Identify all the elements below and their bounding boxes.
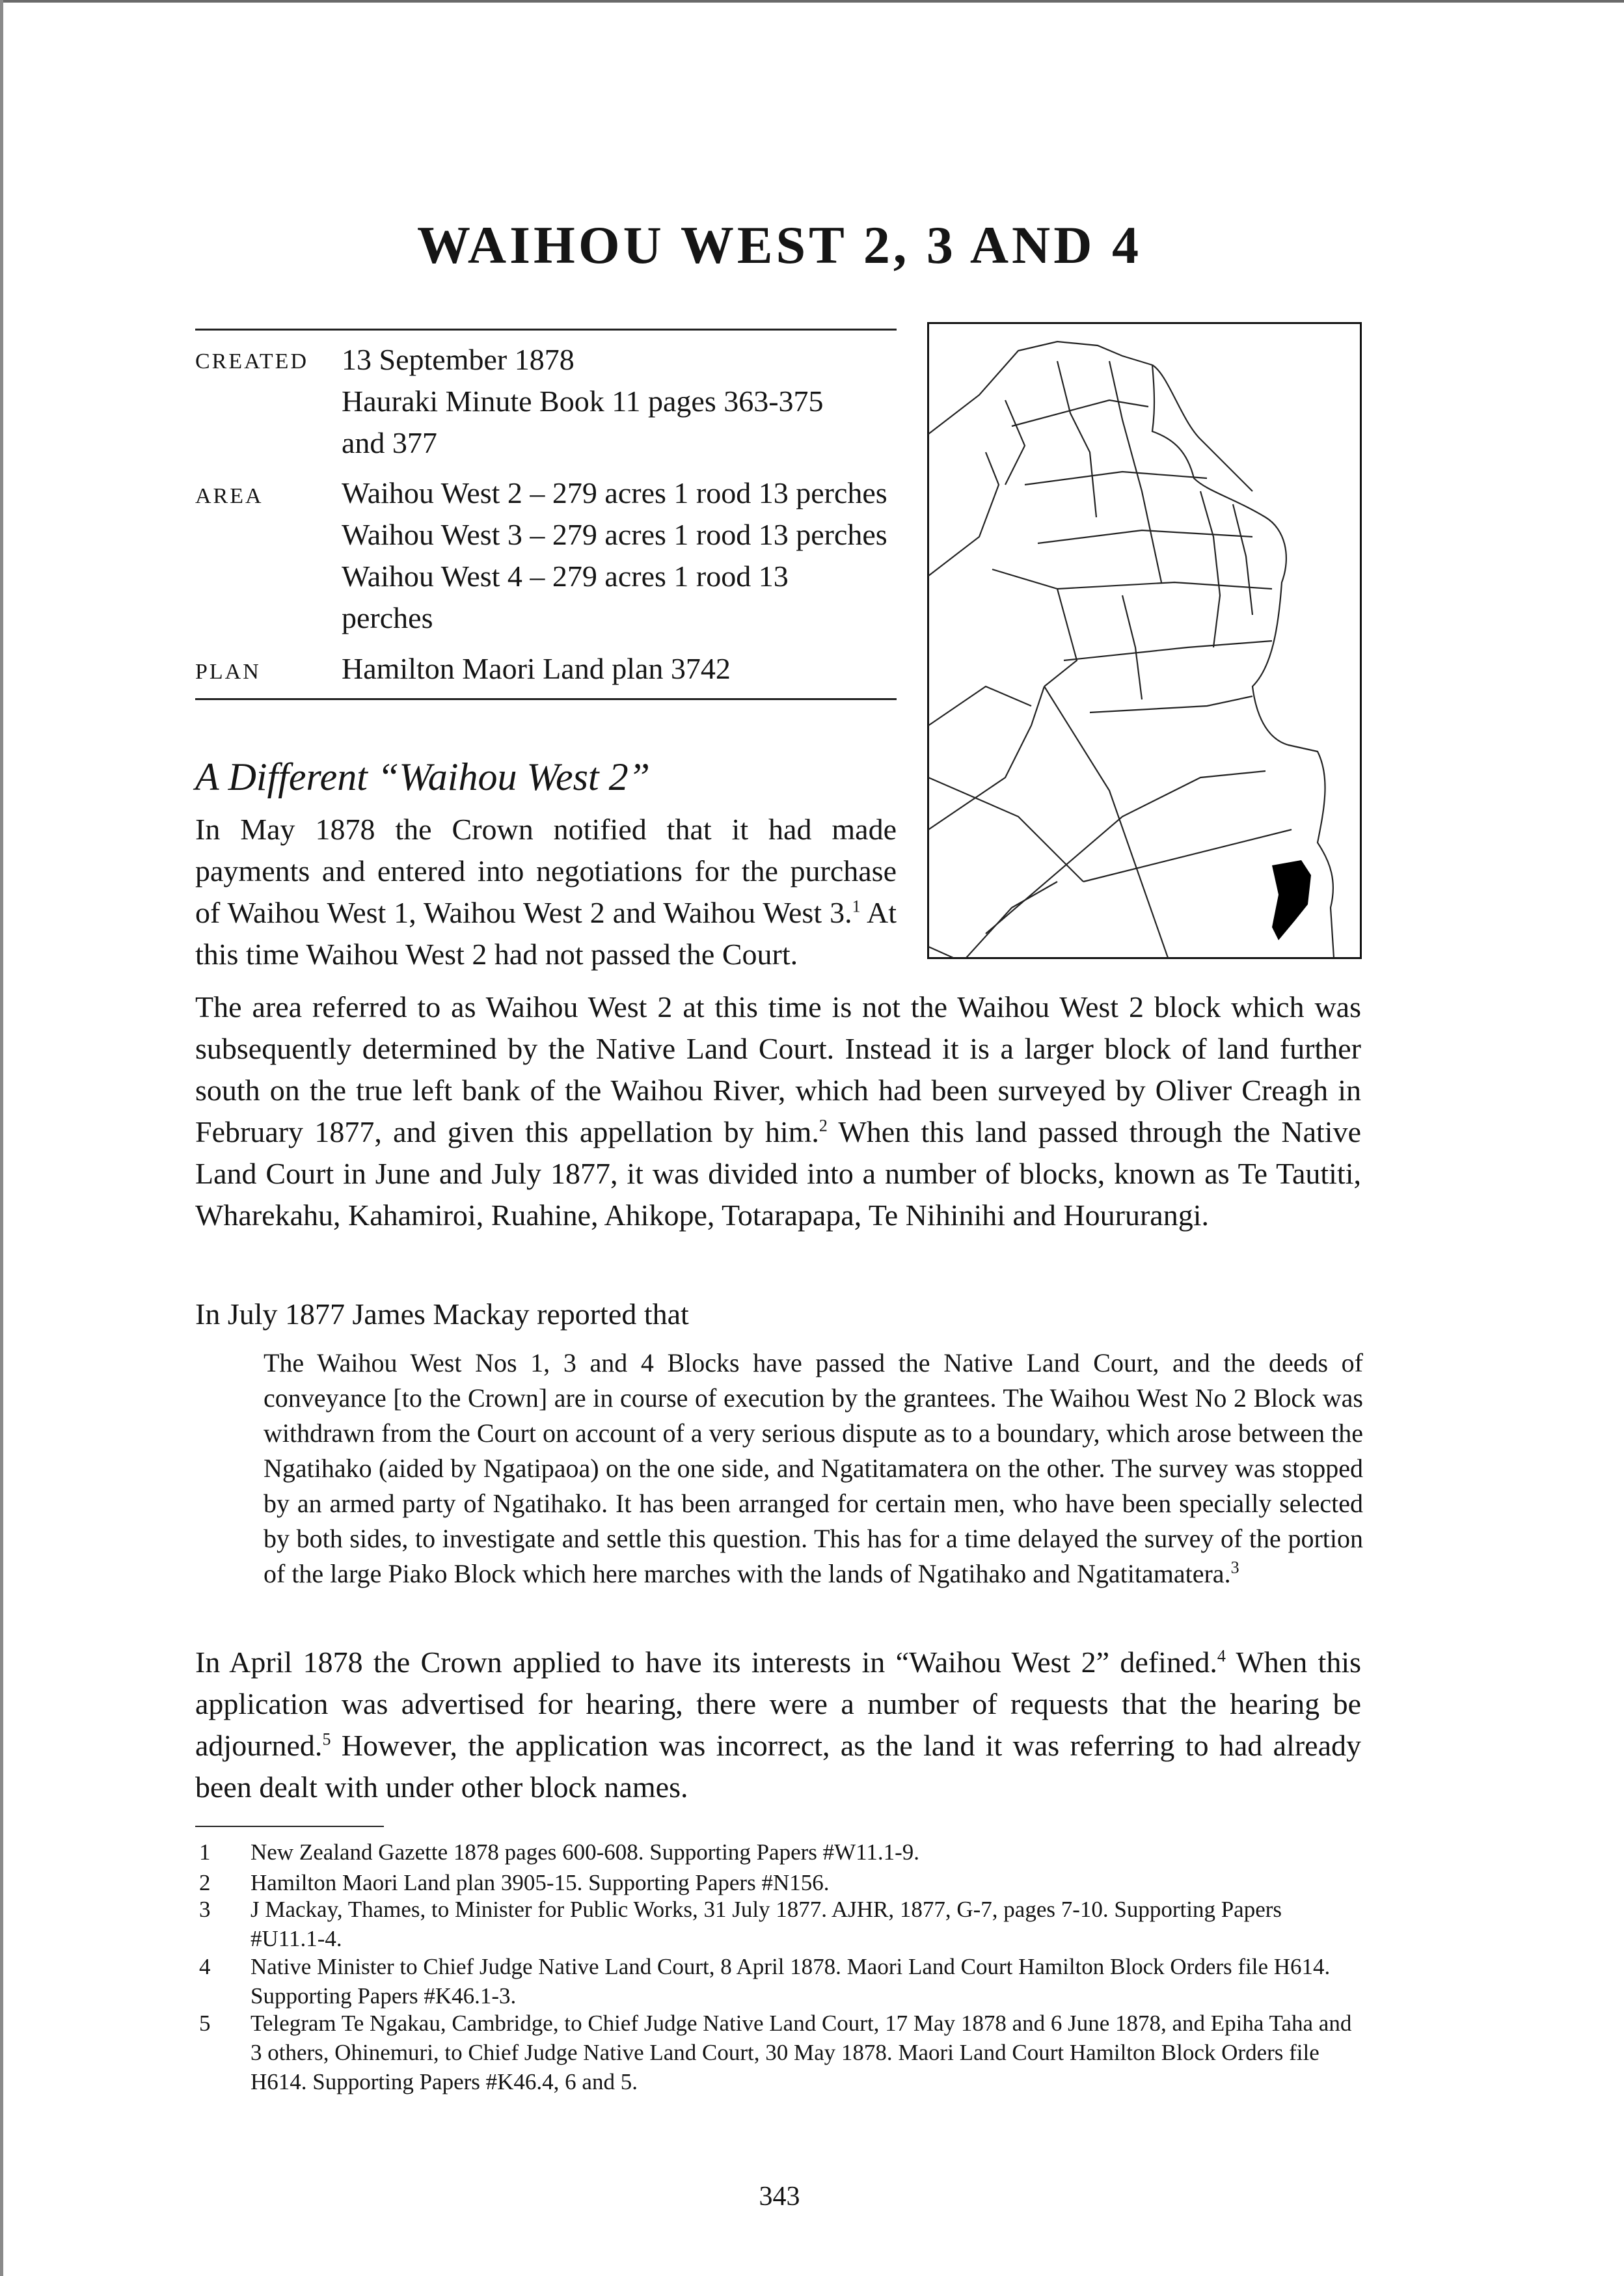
page-title: WAIHOU WEST 2, 3 AND 4 bbox=[417, 215, 1142, 275]
created-label: CREATED bbox=[195, 349, 308, 373]
paragraph-4-text-b: When this application was advertised for hearing, there were a number of requests that the hearing be adjourned. bbox=[195, 1646, 1361, 1762]
section-heading: A Different “Waihou West 2” bbox=[195, 755, 650, 798]
area-line-2: Waihou West 3 – 279 acres 1 rood 13 perches bbox=[342, 518, 887, 551]
block-quote bbox=[264, 1346, 1363, 1592]
created-line-3: and 377 bbox=[342, 426, 437, 459]
area-line-1: Waihou West 2 – 279 acres 1 rood 13 perches bbox=[342, 476, 887, 509]
footnote-text: Hamilton Maori Land plan 3905-15. Supporting Papers #N156. bbox=[250, 1870, 830, 1895]
footnote-number: 3 bbox=[199, 1897, 211, 1922]
footnote-number: 2 bbox=[199, 1870, 211, 1895]
page-top-edge bbox=[0, 0, 1624, 3]
paragraph-2-tail: When this land passed through the Native Land Court in June and July 1877, it was divided into a number of blocks, known as Te Tautiti, Wharekahu, Kahamiroi, Ruahine, Ahikope, Totarapapa, Te Nihinihi and Hoururangi. bbox=[195, 1115, 1361, 1232]
paragraph-4 bbox=[195, 1642, 1361, 1808]
footnote-rule bbox=[195, 1826, 384, 1827]
area-line-4: perches bbox=[342, 601, 433, 634]
footnote-text: New Zealand Gazette 1878 pages 600-608. Supporting Papers #W11.1-9. bbox=[250, 1839, 920, 1865]
footnote-text: Telegram Te Ngakau, Cambridge, to Chief Judge Native Land Court, 17 May 1878 and 6 June 1878, and Epiha Taha and 3 others, Ohinemuri, to Chief Judge Native Land Court, 30 May 1878. Maori Land Court Hamilton Block Orders file H614. Supporting Papers #K46.4, 6 and 5. bbox=[250, 2011, 1352, 2094]
footnote-ref-2[interactable]: 2 bbox=[819, 1116, 828, 1135]
footnote-text: Native Minister to Chief Judge Native Land Court, 8 April 1878. Maori Land Court Hamilton Block Orders file H614. Supporting Papers #K46.1-3. bbox=[250, 1954, 1331, 2009]
block-location-map bbox=[927, 322, 1362, 959]
footnote-ref-5[interactable]: 5 bbox=[322, 1729, 331, 1749]
paragraph-2 bbox=[195, 986, 1361, 1236]
area-line-3: Waihou West 4 – 279 acres 1 rood 13 bbox=[342, 560, 789, 593]
paragraph-1 bbox=[195, 809, 897, 975]
block-quote-text: The Waihou West Nos 1, 3 and 4 Blocks have passed the Native Land Court, and the deeds of conveyance [to the Crown] are in course of execution by the grantees. The Waihou West No 2 Block was withdrawn from the Court on account of a very serious dispute as to a boundary, which arose between the Ngatihako (aided by Ngatipaoa) on the one side, and Ngatitamatera on the other. The survey was stopped by an armed party of Ngatihako. It has been arranged for certain men, who have been specially selected by both sides, to investigate and settle this question. This has for a time delayed the survey of the portion of the large Piako Block which here marches with the lands of Ngatihako and Ngatitamatera. bbox=[264, 1348, 1363, 1588]
plan-label: PLAN bbox=[195, 660, 261, 684]
created-line-2: Hauraki Minute Book 11 pages 363-375 bbox=[342, 385, 824, 418]
page-left-edge bbox=[0, 0, 3, 2276]
details-bottom-rule bbox=[195, 698, 897, 700]
footnote-number: 1 bbox=[199, 1839, 211, 1865]
footnote-number: 4 bbox=[199, 1954, 211, 1979]
area-label: AREA bbox=[195, 484, 264, 508]
footnote-text: J Mackay, Thames, to Minister for Public Works, 31 July 1877. AJHR, 1877, G-7, pages 7-10. Supporting Papers #U11.1-4. bbox=[250, 1897, 1282, 1951]
paragraph-1-text: In May 1878 the Crown notified that it had made payments and entered into negotiations for the purchase of Waihou West 1, Waihou West 2 and Waihou West 3. bbox=[195, 813, 897, 929]
footnote-number: 5 bbox=[199, 2011, 211, 2036]
page-number: 343 bbox=[759, 2182, 800, 2212]
paragraph-4-text-c: However, the application was incorrect, as the land it was referring to had already been dealt with under other block names. bbox=[195, 1729, 1361, 1804]
footnote-ref-4[interactable]: 4 bbox=[1217, 1646, 1226, 1666]
paragraph-2-text: The area referred to as Waihou West 2 at this time is not the Waihou West 2 block which was subsequently determined by the Native Land Court. Instead it is a larger block of land further south on the true left bank of the Waihou River, which had been surveyed by Oliver Creagh in February 1877, and given this appellation by him. bbox=[195, 990, 1361, 1148]
details-top-rule bbox=[195, 329, 897, 331]
plan-line: Hamilton Maori Land plan 3742 bbox=[342, 652, 731, 685]
paragraph-3: In July 1877 James Mackay reported that bbox=[195, 1297, 689, 1331]
paragraph-1-tail: At this time Waihou West 2 had not passed the Court. bbox=[195, 896, 897, 971]
footnote-ref-1[interactable]: 1 bbox=[852, 897, 861, 916]
paragraph-4-text-a: In April 1878 the Crown applied to have its interests in “Waihou West 2” defined. bbox=[195, 1646, 1217, 1679]
footnote-ref-3[interactable]: 3 bbox=[1230, 1558, 1239, 1577]
created-line-1: 13 September 1878 bbox=[342, 343, 575, 376]
